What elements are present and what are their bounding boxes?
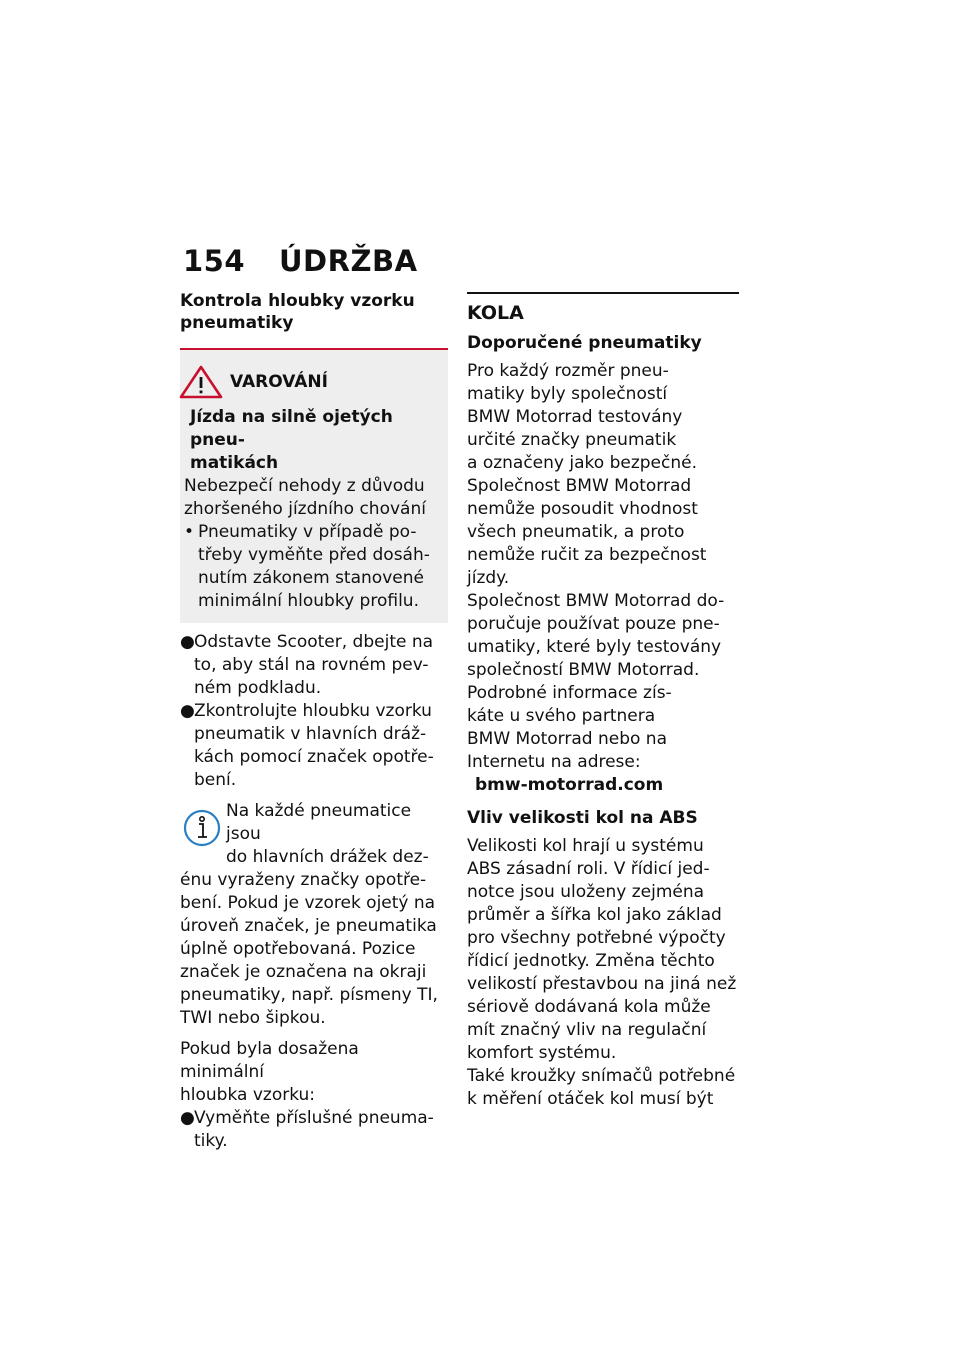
- bullet-dot: ●: [180, 632, 195, 652]
- subheading-wheel-size-abs: Vliv velikosti kol na ABS: [467, 808, 698, 828]
- paragraph-recommended-tyres: Pro každý rozměr pneu- matiky byly společností BMW Motorrad testovány určité značky pneumatik a označeny jako bezpečné. Společnost BMW Motorrad nemůže posoudit vhodnost všech pneumatik, a proto nemůže ručit za bezpečnost jízdy. Společnost BMW Motorrad do- poručuje používat pouze pne- umatiky, které byly testovány společností BMW Motorrad. Podrobné informace zís- káte u svého partnera BMW Motorrad nebo na Internetu na adrese:: [467, 361, 725, 772]
- section-heading: KOLA: [467, 302, 524, 324]
- info-text-rest: énu vyraženy značky opotře- bení. Pokud je vzorek ojetý na úroveň značek, je pneumatika úplně opotřebovaná. Pozice značek je označena na okraji pneumatiky, např. písmeny TI, TWI nebo šipkou.: [180, 870, 438, 1028]
- list-item-text: Vyměňte příslušné pneuma- tiky.: [194, 1108, 434, 1151]
- info-icon: [182, 808, 222, 848]
- warning-header: [178, 364, 444, 400]
- list-item: [180, 1107, 448, 1153]
- subheading-recommended-tyres: Doporučené pneumatiky: [467, 333, 702, 353]
- list-item-text: Odstavte Scooter, dbejte na to, aby stál na rovném pev- ném podkladu.: [194, 632, 434, 698]
- paragraph-wheel-size-abs: Velikosti kol hrají u systému ABS zásadní roli. V řídicí jed- notce jsou uloženy zejména průměr a šířka kol jako základ pro všechny potřebné výpočty řídicí jednotky. Změna těchto velikostí přestavbou na jiná než sériově dodávaná kola může mít značný vliv na regulační komfort systému. Také kroužky snímačů potřebné k měření otáček kol musí být: [467, 836, 737, 1109]
- list-item-text: Zkontrolujte hloubku vzorku pneumatik v hlavních dráž- kách pomocí značek opotře- bení.: [194, 701, 434, 790]
- bullet-dot: ●: [180, 701, 195, 721]
- info-note: [180, 800, 448, 1030]
- list-item: [180, 700, 448, 792]
- bullet-dot: •: [184, 522, 195, 542]
- page-number: 154: [183, 244, 246, 278]
- black-divider: [467, 292, 739, 294]
- note-text: Pokud byla dosažena minimální hloubka vzorku:: [180, 1039, 359, 1105]
- left-column: [180, 290, 448, 1153]
- warning-triangle-icon: [178, 364, 224, 400]
- warning-text: Nebezpečí nehody z důvodu zhoršeného jízdního chování: [184, 476, 426, 519]
- chapter-title: ÚDRŽBA: [279, 244, 418, 278]
- warning-label: VAROVÁNÍ: [230, 372, 328, 392]
- bullet-dot: ●: [180, 1108, 195, 1128]
- warning-bullet: [184, 521, 444, 613]
- list-item: [180, 631, 448, 700]
- right-column: [467, 292, 739, 1111]
- warning-bullet-text: Pneumatiky v případě po- třeby vyměňte před dosáh- nutím zákonem stanovené minimální hloubky profilu.: [198, 522, 430, 611]
- page-header: [183, 244, 418, 278]
- section-title: Kontrola hloubky vzorku pneumatiky: [180, 291, 415, 333]
- warning-box: [180, 350, 448, 623]
- info-text-first: Na každé pneumatice jsou do hlavních drážek dez-: [226, 801, 429, 867]
- website-link[interactable]: bmw-motorrad.com: [475, 775, 664, 795]
- warning-heading: Jízda na silně ojetých pneu- matikách: [190, 407, 393, 473]
